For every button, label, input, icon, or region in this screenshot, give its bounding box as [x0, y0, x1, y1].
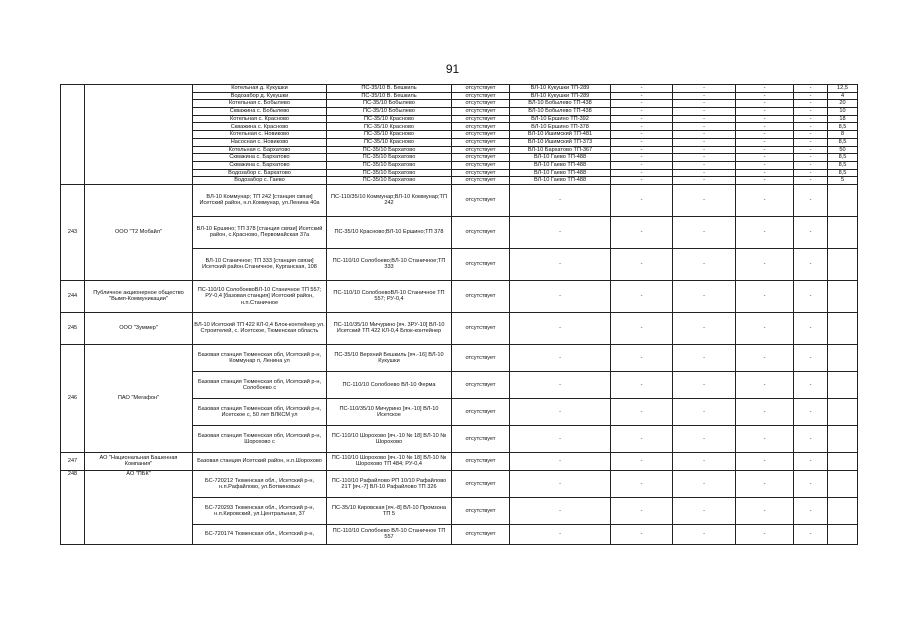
substation-cell: ПС-35/10 В. Бешкиль — [327, 85, 452, 93]
status-cell: отсутствует — [452, 312, 510, 344]
consumer-table — [60, 84, 858, 545]
line-cell: ВЛ-10 Ишимский ТП-481 — [510, 131, 611, 139]
value-cell: - — [673, 115, 736, 123]
status-cell: отсутствует — [452, 92, 510, 100]
value-cell: - — [510, 452, 611, 470]
line-cell: ВЛ-10 Кукушки ТП-289 — [510, 85, 611, 93]
value-cell: - — [611, 312, 673, 344]
status-cell: отсутствует — [452, 524, 510, 544]
organization-cell: Публичное акционерное общество "Вымп-Коммуникации" — [85, 280, 193, 312]
value-cell: - — [673, 154, 736, 162]
value-cell: - — [673, 216, 736, 248]
value-cell: - — [510, 216, 611, 248]
value-cell: - — [794, 85, 828, 93]
value-cell: - — [794, 146, 828, 154]
line-cell: ВЛ-10 Бобылево ТП-438 — [510, 108, 611, 116]
status-cell: отсутствует — [452, 123, 510, 131]
status-cell: отсутствует — [452, 115, 510, 123]
value-cell: - — [673, 161, 736, 169]
value-cell: - — [611, 452, 673, 470]
status-cell: отсутствует — [452, 248, 510, 280]
value-cell: - — [736, 344, 794, 371]
status-cell: отсутствует — [452, 161, 510, 169]
line-cell: ВЛ-10 Бобылево ТП-438 — [510, 100, 611, 108]
value-cell: - — [611, 154, 673, 162]
value-cell: - — [794, 108, 828, 116]
power-cell: 50 — [828, 146, 858, 154]
value-cell: - — [611, 177, 673, 185]
substation-cell: ПС-35/10 Бархатово — [327, 177, 452, 185]
power-cell: 4 — [828, 92, 858, 100]
value-cell: - — [794, 154, 828, 162]
empty-cell — [828, 524, 858, 544]
value-cell: - — [794, 344, 828, 371]
value-cell: - — [611, 169, 673, 177]
value-cell: - — [736, 169, 794, 177]
value-cell: - — [611, 108, 673, 116]
object-cell: Скважина с. Бархатово — [193, 154, 327, 162]
value-cell: - — [736, 425, 794, 452]
value-cell: - — [673, 344, 736, 371]
empty-cell — [828, 470, 858, 497]
value-cell: - — [673, 280, 736, 312]
substation-cell: ПС-35/10 Красново — [327, 131, 452, 139]
value-cell: - — [794, 138, 828, 146]
value-cell: - — [611, 344, 673, 371]
value-cell: - — [736, 161, 794, 169]
power-cell: 8,5 — [828, 138, 858, 146]
table-row — [61, 280, 858, 312]
status-cell: отсутствует — [452, 177, 510, 185]
value-cell: - — [794, 131, 828, 139]
feeder-cell: ПС-110/35/10 Коммунар;ВЛ-10 Коммунар;ТП 242 — [327, 184, 452, 216]
status-cell: отсутствует — [452, 398, 510, 425]
value-cell: - — [794, 312, 828, 344]
value-cell: - — [794, 177, 828, 185]
value-cell: - — [510, 425, 611, 452]
value-cell: - — [673, 312, 736, 344]
value-cell: - — [673, 184, 736, 216]
feeder-cell: ПС-110/10 Шорохово [яч.-10 № 18] ВЛ-10 № Шорохово — [327, 425, 452, 452]
feeder-cell: ПС-110/10 Рафайлово РП 10/10 Рафайлово 21Т [яч.-7] ВЛ-10 Рафайлово ТП 326 — [327, 470, 452, 497]
substation-cell: ПС-35/10 Бархатово — [327, 154, 452, 162]
empty-cell — [828, 344, 858, 371]
value-cell: - — [611, 497, 673, 524]
entry-number-cell: 247 — [61, 452, 85, 470]
value-cell: - — [673, 131, 736, 139]
value-cell: - — [736, 123, 794, 131]
entry-number-cell: 243 — [61, 184, 85, 280]
value-cell: - — [673, 177, 736, 185]
value-cell: - — [736, 85, 794, 93]
value-cell: - — [794, 161, 828, 169]
value-cell: - — [794, 452, 828, 470]
value-cell: - — [510, 344, 611, 371]
object-cell: Базовая станция Исетский район, н.п.Шорохово — [193, 452, 327, 470]
value-cell: - — [611, 85, 673, 93]
status-cell: отсутствует — [452, 154, 510, 162]
line-cell: ВЛ-10 Гаево ТП-488 — [510, 154, 611, 162]
value-cell: - — [794, 280, 828, 312]
value-cell: - — [736, 100, 794, 108]
value-cell: - — [673, 497, 736, 524]
entry-number-cell: 246 — [61, 344, 85, 452]
value-cell: - — [673, 123, 736, 131]
value-cell: - — [736, 371, 794, 398]
object-cell: Котельная с. Красново — [193, 115, 327, 123]
value-cell: - — [673, 452, 736, 470]
table-row — [61, 312, 858, 344]
value-cell: - — [611, 425, 673, 452]
empty-cell — [828, 280, 858, 312]
value-cell: - — [736, 108, 794, 116]
status-cell: отсутствует — [452, 280, 510, 312]
object-cell: ВЛ-10 Ершино; ТП 378 [станция связи] Исетский район, с.Красново, Первомайская 37а — [193, 216, 327, 248]
value-cell: - — [736, 216, 794, 248]
value-cell: - — [673, 248, 736, 280]
object-cell: Водозабор д. Кукушки — [193, 92, 327, 100]
object-cell: Скважина с. Бобылево — [193, 108, 327, 116]
substation-cell: ПС-35/10 Бобылево — [327, 108, 452, 116]
value-cell: - — [736, 184, 794, 216]
value-cell: - — [611, 216, 673, 248]
feeder-cell: ПС-110/10 Солобоево;ВЛ-10 Станичное;ТП 333 — [327, 248, 452, 280]
value-cell: - — [736, 92, 794, 100]
object-cell: БС-720212 Тюменская обл., Исетский р-н, н.п.Рафайлово, ул.Ботвиновых — [193, 470, 327, 497]
value-cell: - — [510, 398, 611, 425]
feeder-cell: ПС-110/35/10 Мичурино [яч.-10] ВЛ-10 Исетское — [327, 398, 452, 425]
feeder-cell: ПС-110/10 СолобоевоВЛ-10 Станичное ТП 557; РУ-0,4 — [327, 280, 452, 312]
substation-cell: ПС-35/10 Красново — [327, 138, 452, 146]
power-cell: 10 — [828, 108, 858, 116]
empty-cell — [828, 398, 858, 425]
substation-cell: ПС-35/10 Красново — [327, 115, 452, 123]
status-cell: отсутствует — [452, 100, 510, 108]
value-cell: - — [736, 497, 794, 524]
value-cell: - — [673, 138, 736, 146]
value-cell: - — [611, 371, 673, 398]
feeder-cell: ПС-110/35/10 Мичурино [яч. 3РУ-10] ВЛ-10 Исетский ТП 422 КЛ-0,4 Блок-контейнер — [327, 312, 452, 344]
value-cell: - — [611, 138, 673, 146]
line-cell: ВЛ-10 Ершино ТП-378 — [510, 123, 611, 131]
status-cell: отсутствует — [452, 146, 510, 154]
table-row — [61, 85, 858, 93]
value-cell: - — [611, 470, 673, 497]
value-cell: - — [611, 92, 673, 100]
empty-cell — [828, 184, 858, 216]
value-cell: - — [673, 524, 736, 544]
power-cell: 18 — [828, 115, 858, 123]
object-cell: Котельная с. Бобылево — [193, 100, 327, 108]
value-cell: - — [736, 146, 794, 154]
blank-number-cell — [61, 85, 85, 185]
value-cell: - — [736, 115, 794, 123]
empty-cell — [828, 312, 858, 344]
table-row — [61, 184, 858, 216]
power-cell: 8,5 — [828, 169, 858, 177]
object-cell: БС-720174 Тюменская обл., Исетский р-н, — [193, 524, 327, 544]
value-cell: - — [794, 184, 828, 216]
value-cell: - — [794, 425, 828, 452]
value-cell: - — [611, 100, 673, 108]
value-cell: - — [611, 248, 673, 280]
power-cell: 12,5 — [828, 85, 858, 93]
blank-owner-cell — [85, 85, 193, 185]
value-cell: - — [736, 524, 794, 544]
value-cell: - — [736, 470, 794, 497]
line-cell: ВЛ-10 Ишимский ТП-373 — [510, 138, 611, 146]
organization-cell: АО "Национальная Башенная Компания" — [85, 452, 193, 470]
empty-cell — [828, 497, 858, 524]
entry-number-cell: 244 — [61, 280, 85, 312]
feeder-cell: ПС-35/10 Красново;ВЛ-10 Ершино;ТП 378 — [327, 216, 452, 248]
page-number: 91 — [445, 62, 460, 76]
value-cell: - — [510, 280, 611, 312]
substation-cell: ПС-35/10 Бархатово — [327, 161, 452, 169]
status-cell: отсутствует — [452, 452, 510, 470]
object-cell: ВЛ-10 Исетский ТП 422 КЛ-0,4 Блок-контейнер ул. Строителей, с. Исетское, Тюменская область — [193, 312, 327, 344]
value-cell: - — [794, 100, 828, 108]
status-cell: отсутствует — [452, 497, 510, 524]
object-cell: ВЛ-10 Станичное; ТП 333 [станция связи] Исетский район.Станичное, Курганская, 108 — [193, 248, 327, 280]
empty-cell — [828, 371, 858, 398]
power-cell: 8,5 — [828, 161, 858, 169]
value-cell: - — [673, 169, 736, 177]
object-cell: Водозабор с. Бархатово — [193, 169, 327, 177]
value-cell: - — [611, 123, 673, 131]
object-cell: Котельная с. Бархатово — [193, 146, 327, 154]
value-cell: - — [673, 470, 736, 497]
substation-cell: ПС-35/10 Бархатово — [327, 146, 452, 154]
value-cell: - — [673, 92, 736, 100]
status-cell: отсутствует — [452, 425, 510, 452]
feeder-cell: ПС-110/10 Солобоево ВЛ-10 Ферма — [327, 371, 452, 398]
object-cell: ПС-110/10 СолобоевоВЛ-10 Станичное ТП 557; РУ-0,4 [базовая станция] Исетский район, н.п.Станичное — [193, 280, 327, 312]
value-cell: - — [510, 312, 611, 344]
value-cell: - — [611, 131, 673, 139]
status-cell: отсутствует — [452, 131, 510, 139]
value-cell: - — [736, 177, 794, 185]
value-cell: - — [673, 425, 736, 452]
value-cell: - — [611, 146, 673, 154]
substation-cell: ПС-35/10 Бобылево — [327, 100, 452, 108]
value-cell: - — [611, 524, 673, 544]
empty-cell — [828, 425, 858, 452]
value-cell: - — [673, 371, 736, 398]
value-cell: - — [611, 398, 673, 425]
value-cell: - — [794, 398, 828, 425]
value-cell: - — [794, 248, 828, 280]
value-cell: - — [673, 100, 736, 108]
object-cell: Базовая станция Тюменская обл, Исетский р-н, Шорохово с — [193, 425, 327, 452]
line-cell: ВЛ-10 Кукушки ТП-289 — [510, 92, 611, 100]
organization-cell: ООО "Т2 Мобайл" — [85, 184, 193, 280]
organization-cell: АО "ПБК" — [85, 470, 193, 544]
value-cell: - — [794, 470, 828, 497]
value-cell: - — [736, 398, 794, 425]
object-cell: Насосная с. Новиково — [193, 138, 327, 146]
status-cell: отсутствует — [452, 344, 510, 371]
power-cell: 5 — [828, 177, 858, 185]
object-cell: Водозабор с. Гаево — [193, 177, 327, 185]
feeder-cell: ПС-35/10 Кировская [яч.-8] ВЛ-10 Промзона ТП 5 — [327, 497, 452, 524]
status-cell: отсутствует — [452, 138, 510, 146]
line-cell: ВЛ-10 Гаево ТП-488 — [510, 161, 611, 169]
value-cell: - — [510, 524, 611, 544]
status-cell: отсутствует — [452, 371, 510, 398]
object-cell: Базовая станция Тюменская обл, Исетский р-н, Коммунар п, Ленина ул — [193, 344, 327, 371]
line-cell: ВЛ-10 Гаево ТП-488 — [510, 169, 611, 177]
substation-cell: ПС-35/10 Красново — [327, 123, 452, 131]
value-cell: - — [736, 312, 794, 344]
substation-cell: ПС-35/10 В. Бешкиль — [327, 92, 452, 100]
value-cell: - — [794, 123, 828, 131]
value-cell: - — [736, 131, 794, 139]
table-row — [61, 344, 858, 371]
status-cell: отсутствует — [452, 216, 510, 248]
status-cell: отсутствует — [452, 108, 510, 116]
value-cell: - — [736, 280, 794, 312]
value-cell: - — [611, 184, 673, 216]
value-cell: - — [510, 248, 611, 280]
object-cell: Базовая станция Тюменская обл, Исетский р-н, Солобоево с — [193, 371, 327, 398]
value-cell: - — [673, 398, 736, 425]
line-cell: ВЛ-10 Гаево ТП-488 — [510, 177, 611, 185]
line-cell: ВЛ-10 Ершино ТП-392 — [510, 115, 611, 123]
object-cell: Скважина с. Красново — [193, 123, 327, 131]
object-cell: ВЛ-10 Коммунар; ТП 242 [станция связи] Исетский район, н.п.Коммунар, ул.Ленина 40а — [193, 184, 327, 216]
empty-cell — [828, 216, 858, 248]
feeder-cell: ПС-35/10 Верхний Бешкиль [яч.-16] ВЛ-10 Кукушки — [327, 344, 452, 371]
object-cell: БС-720293 Тюменская обл., Исетский р-н, н.п.Кировский, ул.Центральная, 37 — [193, 497, 327, 524]
value-cell: - — [510, 371, 611, 398]
value-cell: - — [736, 154, 794, 162]
power-cell: 8 — [828, 131, 858, 139]
feeder-cell: ПС-110/10 Солобоево ВЛ-10 Станичное ТП 557 — [327, 524, 452, 544]
value-cell: - — [510, 497, 611, 524]
entry-number-cell: 245 — [61, 312, 85, 344]
value-cell: - — [794, 92, 828, 100]
power-cell: 8,5 — [828, 154, 858, 162]
value-cell: - — [611, 161, 673, 169]
status-cell: отсутствует — [452, 85, 510, 93]
value-cell: - — [736, 452, 794, 470]
status-cell: отсутствует — [452, 169, 510, 177]
organization-cell: ПАО "Мегафон" — [85, 344, 193, 452]
value-cell: - — [794, 216, 828, 248]
entry-number-cell: 248 — [61, 470, 85, 544]
power-cell: 20 — [828, 100, 858, 108]
object-cell: Скважина с. Бархатово — [193, 161, 327, 169]
value-cell: - — [510, 184, 611, 216]
feeder-cell: ПС-110/10 Шорохово [яч.-10 № 18] ВЛ-10 № Шорохово ТП 484; РУ-0,4 — [327, 452, 452, 470]
value-cell: - — [673, 146, 736, 154]
substation-cell: ПС-35/10 Бархатово — [327, 169, 452, 177]
line-cell: ВЛ-10 Бархатово ТП-367 — [510, 146, 611, 154]
value-cell: - — [794, 497, 828, 524]
status-cell: отсутствует — [452, 184, 510, 216]
value-cell: - — [794, 169, 828, 177]
empty-cell — [828, 452, 858, 470]
object-cell: Котельная д. Кукушки — [193, 85, 327, 93]
value-cell: - — [794, 371, 828, 398]
object-cell: Котельная с. Новиково — [193, 131, 327, 139]
power-cell: 8,5 — [828, 123, 858, 131]
object-cell: Базовая станция Тюменская обл, Исетский р-н, Исетское с, 50 лет ВЛКСМ ул — [193, 398, 327, 425]
empty-cell — [828, 248, 858, 280]
value-cell: - — [794, 524, 828, 544]
value-cell: - — [736, 138, 794, 146]
status-cell: отсутствует — [452, 470, 510, 497]
value-cell: - — [611, 115, 673, 123]
value-cell: - — [736, 248, 794, 280]
value-cell: - — [673, 108, 736, 116]
table-row — [61, 470, 858, 497]
value-cell: - — [673, 85, 736, 93]
organization-cell: ООО "Зуммер" — [85, 312, 193, 344]
table-row — [61, 452, 858, 470]
value-cell: - — [510, 470, 611, 497]
value-cell: - — [611, 280, 673, 312]
value-cell: - — [794, 115, 828, 123]
